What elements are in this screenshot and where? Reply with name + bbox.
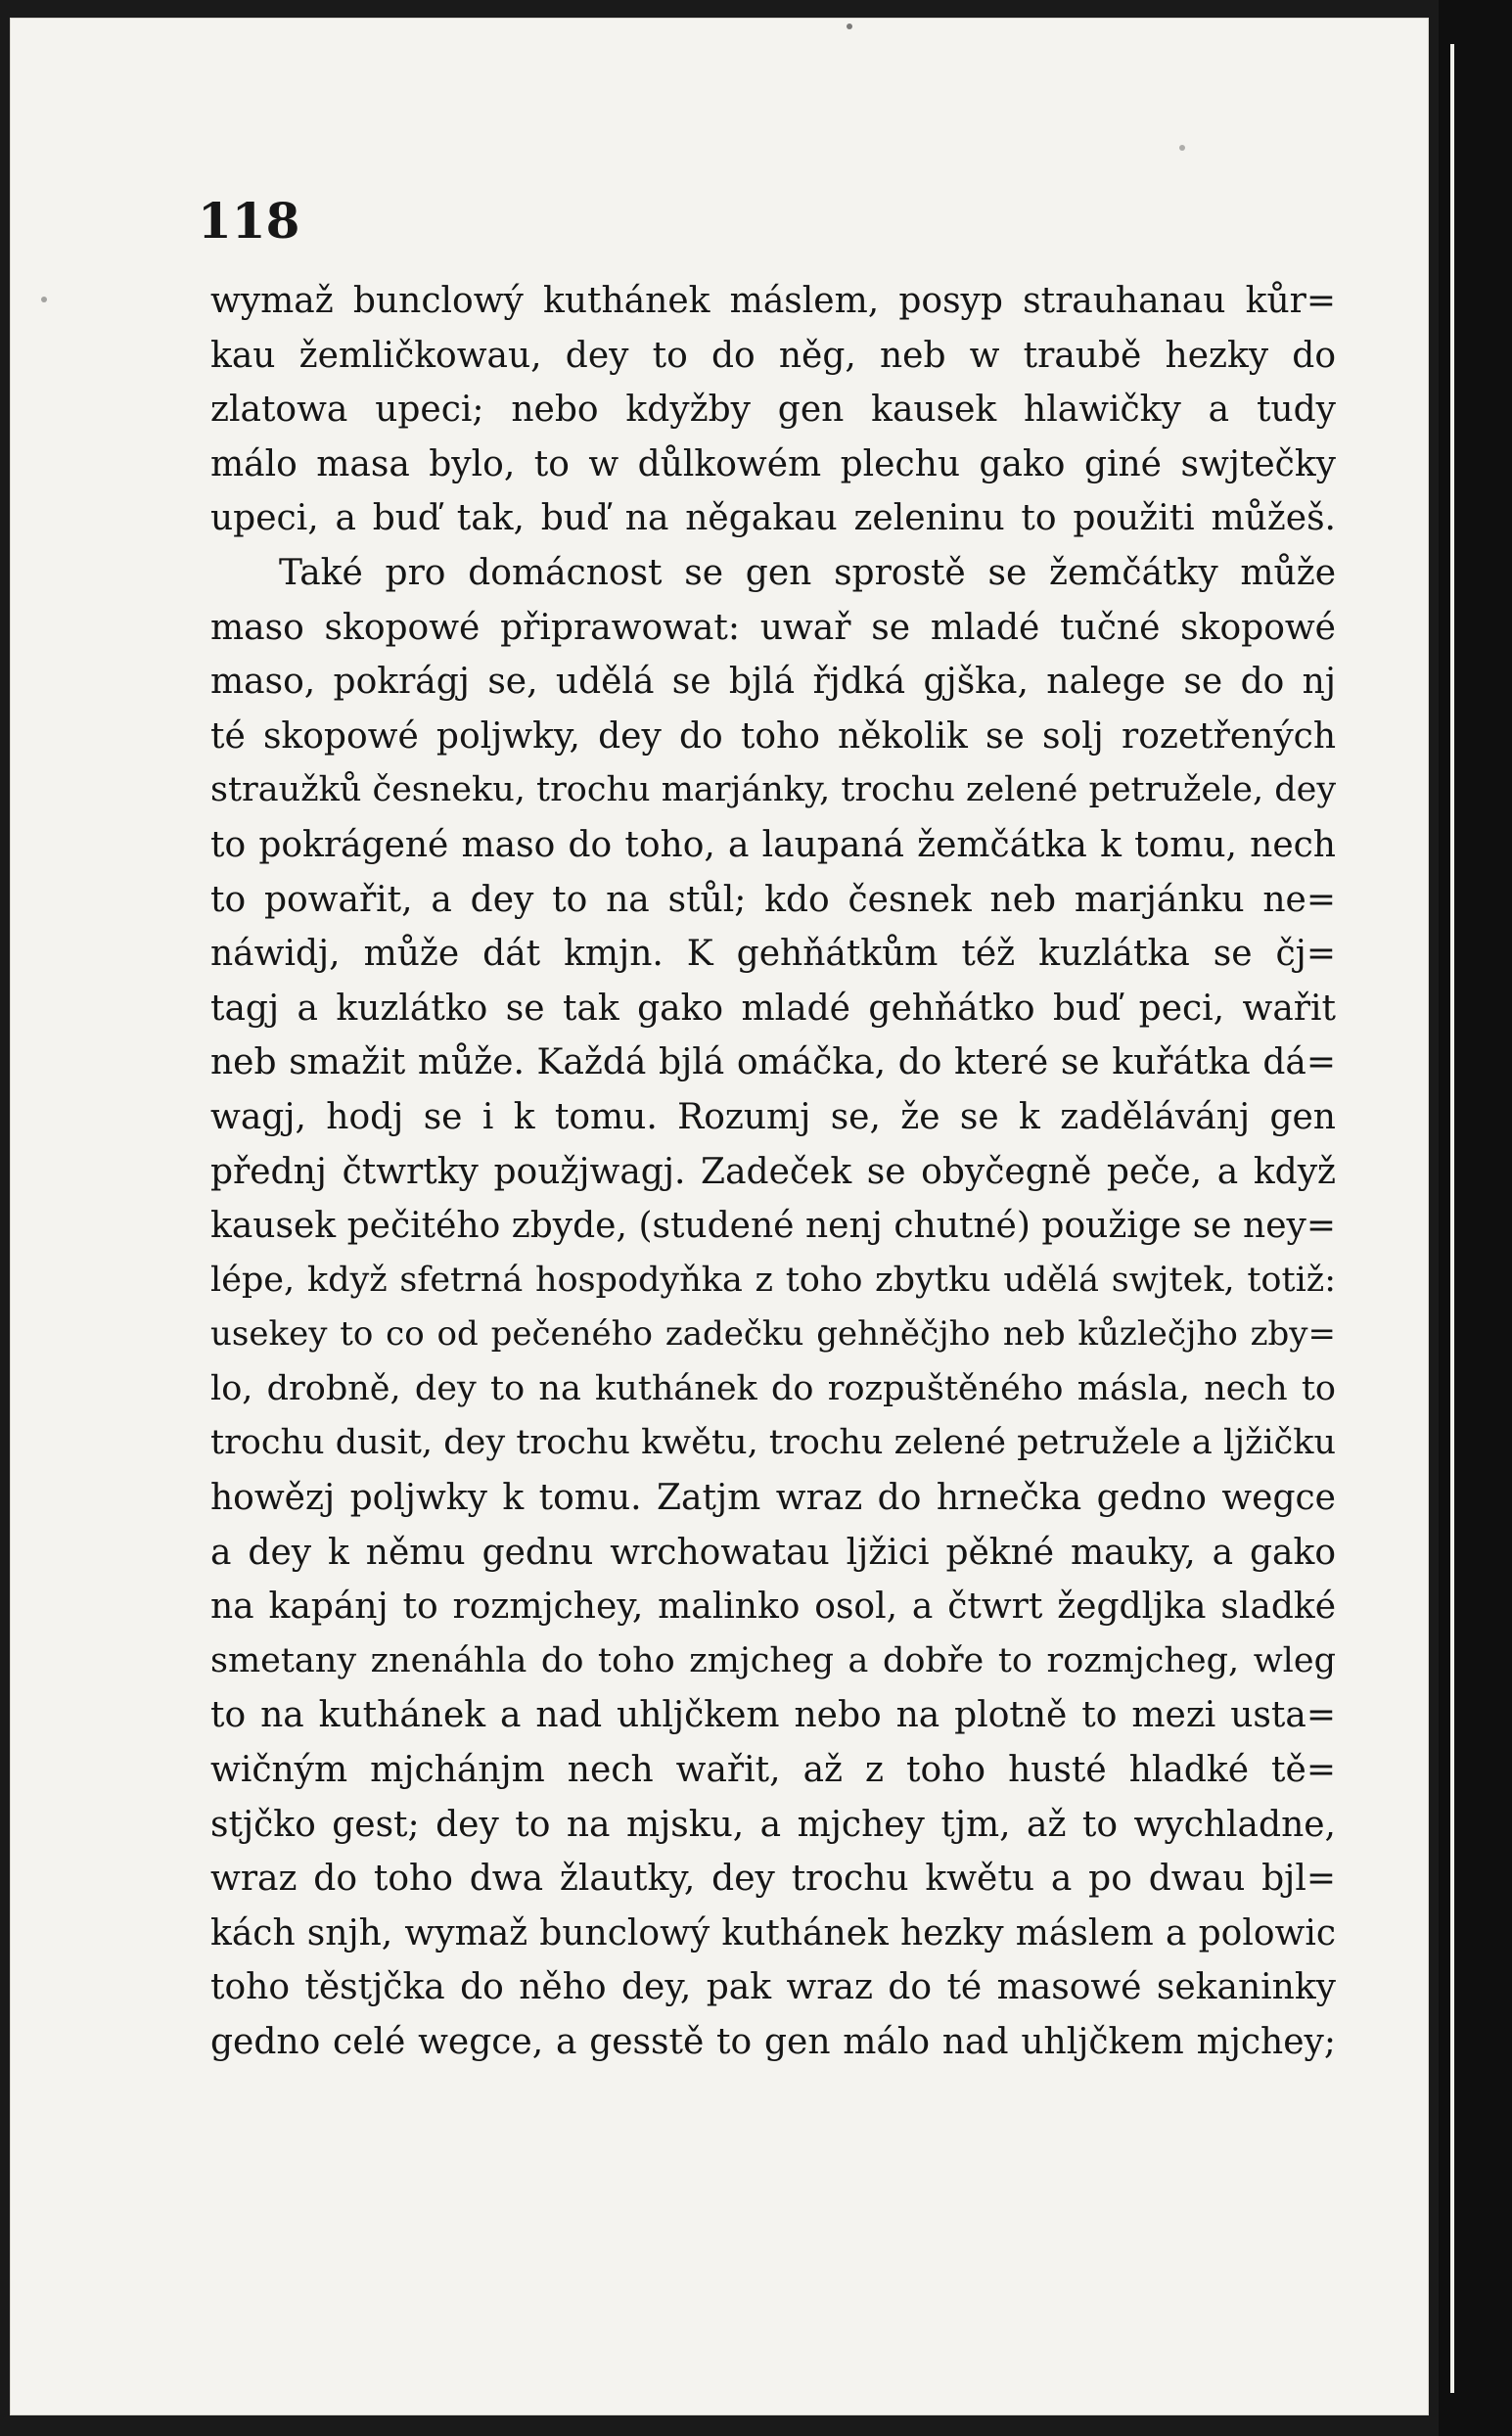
text-line: přednj čtwrtky použjwagj. Zadeček se obyčegně peče, a když	[210, 1151, 1336, 1192]
text-line: wraz do toho dwa žlautky, dey trochu kwětu a po dwau bjl=	[210, 1859, 1336, 1900]
text-line: kau žemličkowau, dey to do něg, neb w traubě hezky do	[210, 335, 1336, 376]
text-line: to pokrágené maso do toho, a laupaná žemčátka k tomu, nech	[210, 824, 1336, 865]
text-line: maso, pokrágj se, udělá se bjlá řjdká gjška, nalege se do nj	[210, 662, 1336, 703]
text-line: usekey to co od pečeného zadečku gehněčjho neb kůzlečjho zby=	[210, 1314, 1336, 1355]
text-line: wagj, hodj se i k tomu. Rozumj se, že se k zadělávánj gen	[210, 1096, 1336, 1137]
text-line: málo masa bylo, to w důlkowém plechu gako giné swjtečky	[210, 443, 1336, 484]
paper-speck	[847, 23, 852, 29]
text-line: trochu dusit, dey trochu kwětu, trochu zelené petružele a ljžičku	[210, 1423, 1336, 1463]
text-line: smetany znenáhla do toho zmjcheg a dobře to rozmjcheg, wleg	[210, 1640, 1336, 1680]
text-line: wymaž bunclowý kuthánek máslem, posyp strauhanau kůr=	[210, 281, 1336, 321]
text-line: maso skopowé připrawowat: uwař se mladé tučné skopowé	[210, 607, 1336, 648]
text-line: a dey k němu gednu wrchowatau ljžici pěkné mauky, a gako	[210, 1532, 1336, 1573]
text-line: zlatowa upeci; nebo kdyžby gen kausek hlawičky a tudy	[210, 390, 1336, 431]
text-line: gedno celé wegce, a gesstě to gen málo nad uhljčkem mjchey;	[210, 2022, 1336, 2062]
text-line: lépe, když sfetrná hospodyňka z toho zbytku udělá swjtek, totiž:	[210, 1260, 1336, 1300]
text-line: to powařit, a dey to na stůl; kdo česnek neb marjánku ne=	[210, 879, 1336, 920]
text-line: kách snjh, wymaž bunclowý kuthánek hezky máslem a polowic	[210, 1912, 1336, 1953]
text-line: neb smažit může. Každá bjlá omáčka, do které se kuřátka dá=	[210, 1042, 1336, 1083]
text-line: stjčko gest; dey to na mjsku, a mjchey tjm, až to wychladne,	[210, 1804, 1336, 1845]
paper-speck	[41, 297, 47, 302]
paper-speck	[1179, 145, 1185, 151]
text-line: toho těstjčka do něho dey, pak wraz do té masowé sekaninky	[210, 1967, 1336, 2008]
text-line: tagj a kuzlátko se tak gako mladé gehňátko buď peci, wařit	[210, 988, 1336, 1029]
text-line: té skopowé poljwky, dey do toho několik se solj rozetřených	[210, 715, 1336, 757]
text-line: straužků česneku, trochu marjánky, trochu zelené petružele, dey	[210, 770, 1336, 810]
book-page	[10, 18, 1429, 2415]
text-line: wičným mjchánjm nech wařit, až z toho husté hladké tě=	[210, 1750, 1336, 1791]
adjacent-page-edge	[1450, 44, 1454, 2393]
text-line: na kapánj to rozmjchey, malinko osol, a čtwrt žegdljka sladké	[210, 1586, 1336, 1628]
body-text	[210, 274, 1336, 2070]
text-line: lo, drobně, dey to na kuthánek do rozpuštěného másla, nech to	[210, 1368, 1336, 1408]
page-number: 118	[198, 192, 300, 250]
text-line: Také pro domácnost se gen sprostě se žemčátky může	[279, 552, 1336, 593]
text-line: howězj poljwky k tomu. Zatjm wraz do hrnečka gedno wegce	[210, 1478, 1336, 1519]
text-line: upeci, a buď tak, buď na něgakau zeleninu to použiti můžeš.	[210, 498, 1336, 539]
text-line: kausek pečitého zbyde, (studené nenj chutné) použige se ney=	[210, 1206, 1336, 1247]
text-line: to na kuthánek a nad uhljčkem nebo na plotně to mezi usta=	[210, 1695, 1336, 1736]
text-line: náwidj, může dát kmjn. K gehňátkům též kuzlátka se čj=	[210, 934, 1336, 975]
